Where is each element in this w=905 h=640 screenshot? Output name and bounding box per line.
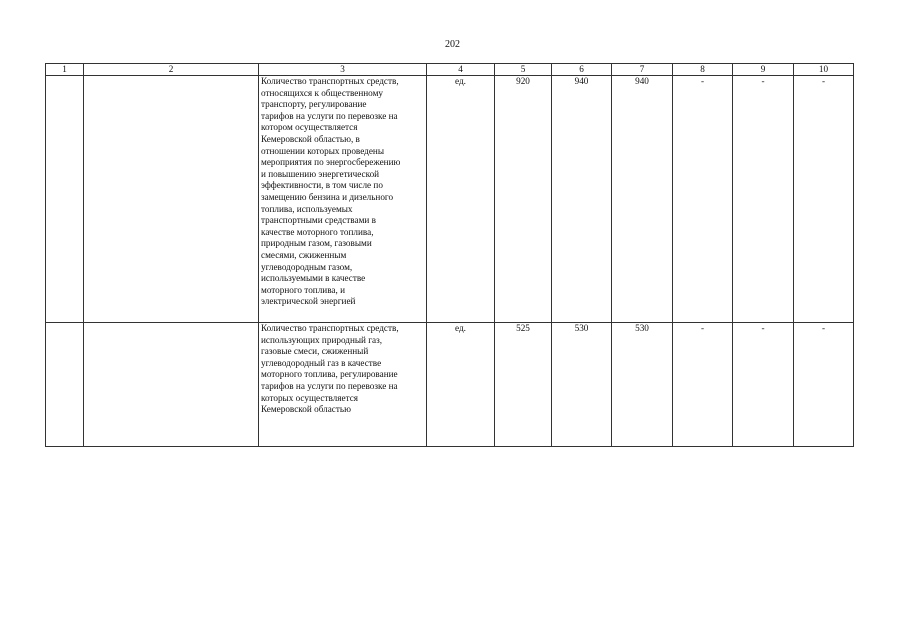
cell-number — [46, 323, 84, 447]
cell-value-5: 525 — [495, 323, 552, 447]
cell-name — [84, 323, 259, 447]
description-line: отношении которых проведены — [261, 145, 384, 156]
cell-description — [259, 323, 427, 447]
cell-value-6: 940 — [552, 76, 612, 323]
cell-unit: ед. — [427, 323, 495, 447]
col-header-2: 2 — [84, 64, 259, 76]
description-line: тарифов на услуги по перевозке на — [261, 110, 398, 121]
page-number: 202 — [445, 39, 460, 50]
description-line: используемыми в качестве — [261, 273, 366, 284]
description-line: транспортными средствами в — [261, 215, 376, 226]
description-line: качестве моторного топлива, — [261, 226, 374, 237]
cell-value-10: - — [794, 76, 854, 323]
col-header-9: 9 — [733, 64, 794, 76]
cell-unit: ед. — [427, 76, 495, 323]
table-row — [46, 323, 854, 447]
description-line: смесями, сжиженным — [261, 249, 347, 260]
cell-value-5: 920 — [495, 76, 552, 323]
col-header-1: 1 — [46, 64, 84, 76]
description-line: котором осуществляется — [261, 122, 358, 133]
cell-value-7: 530 — [612, 323, 673, 447]
description-line: моторного топлива, регулирование — [261, 369, 398, 380]
cell-number — [46, 76, 84, 323]
cell-value-9: - — [733, 76, 794, 323]
description-line: транспорту, регулирование — [261, 99, 367, 110]
description-line: Кемеровской областью — [261, 404, 351, 415]
description-line: Количество транспортных средств, — [261, 76, 399, 86]
cell-value-8: - — [673, 76, 733, 323]
col-header-3: 3 — [259, 64, 427, 76]
col-header-5: 5 — [495, 64, 552, 76]
cell-name — [84, 76, 259, 323]
description-line: углеводородным газом, — [261, 261, 353, 272]
description-line: замещению бензина и дизельного — [261, 191, 394, 202]
col-header-10: 10 — [794, 64, 854, 76]
description-line: моторного топлива, и — [261, 284, 346, 295]
cell-description — [259, 76, 427, 323]
cell-value-10: - — [794, 323, 854, 447]
header-row — [46, 64, 854, 76]
description-line: тарифов на услуги по перевозке на — [261, 380, 398, 391]
description-line: природным газом, газовыми — [261, 238, 372, 249]
description-line: электрической энергией — [261, 296, 356, 307]
cell-value-7: 940 — [612, 76, 673, 323]
description-line: которых осуществляется — [261, 392, 358, 403]
description-line: газовые смеси, сжиженный — [261, 346, 369, 357]
description-line: Количество транспортных средств, — [261, 323, 399, 333]
col-header-7: 7 — [612, 64, 673, 76]
cell-value-8: - — [673, 323, 733, 447]
description-line: мероприятия по энергосбережению — [261, 157, 401, 168]
description-line: топлива, используемых — [261, 203, 353, 214]
description-line: и повышению энергетической — [261, 168, 380, 179]
description-line: углеводородный газ в качестве — [261, 357, 382, 368]
col-header-8: 8 — [673, 64, 733, 76]
cell-value-9: - — [733, 323, 794, 447]
col-header-6: 6 — [552, 64, 612, 76]
description-line: относящихся к общественному — [261, 87, 383, 98]
cell-value-6: 530 — [552, 323, 612, 447]
description-line: использующих природный газ, — [261, 334, 383, 345]
description-line: эффективности, в том числе по — [261, 180, 383, 191]
description-line: Кемеровской областью, в — [261, 133, 360, 144]
indicators-table — [45, 63, 854, 447]
col-header-4: 4 — [427, 64, 495, 76]
table-row — [46, 76, 854, 323]
